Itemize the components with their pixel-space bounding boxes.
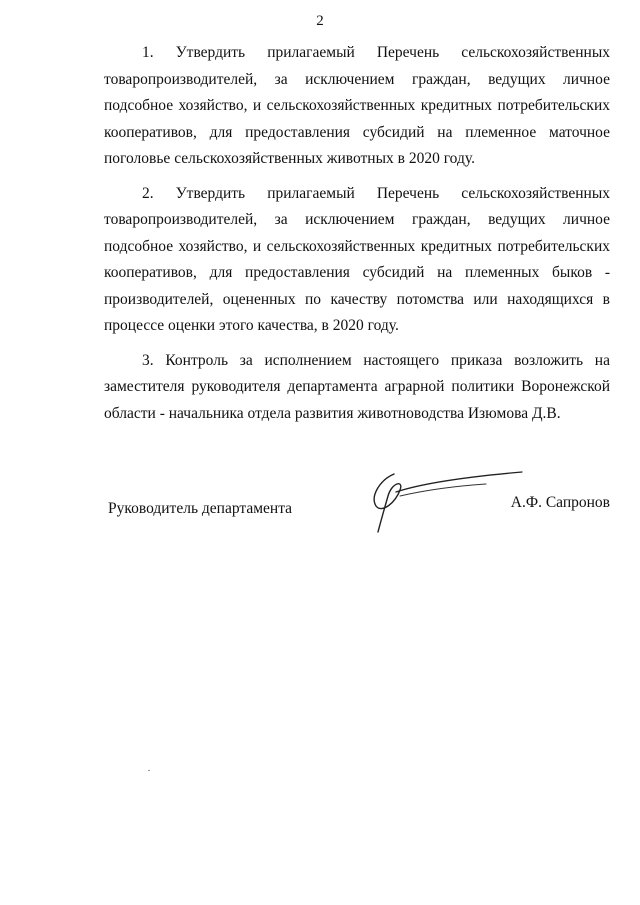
signatory-name: А.Ф. Сапронов: [510, 494, 610, 511]
page-number: 2: [316, 13, 324, 29]
scan-speck: [148, 770, 150, 771]
paragraph-2: 2. Утвердить прилагаемый Перечень сельскохозяйственных товаропроизводителей, за исключением граждан, ведущих личное подсобное хозяйство, и сельскохозяйственных кредитных потребительских кооперативов, для предоставления субсидий на племенных быков - производителей, оцененных по качеству потомства или находящихся в процессе оценки этого качества, в 2020 году.: [104, 184, 610, 334]
order-body: [104, 40, 610, 435]
paragraph-1: 1. Утвердить прилагаемый Перечень сельскохозяйственных товаропроизводителей, за исключением граждан, ведущих личное подсобное хозяйство, и сельскохозяйственных кредитных потребительских кооперативов, для предоставления субсидий на племенное маточное поголовье сельскохозяйственных животных в 2020 году.: [104, 44, 610, 167]
handwritten-signature: [366, 466, 526, 536]
paragraph-3: 3. Контроль за исполнением настоящего приказа возложить на заместителя руководителя департамента аграрной политики Воронежской области - начальника отдела развития животноводства Изюмова Д.В.: [104, 351, 610, 422]
signatory-position: Руководитель департамента: [108, 500, 293, 517]
